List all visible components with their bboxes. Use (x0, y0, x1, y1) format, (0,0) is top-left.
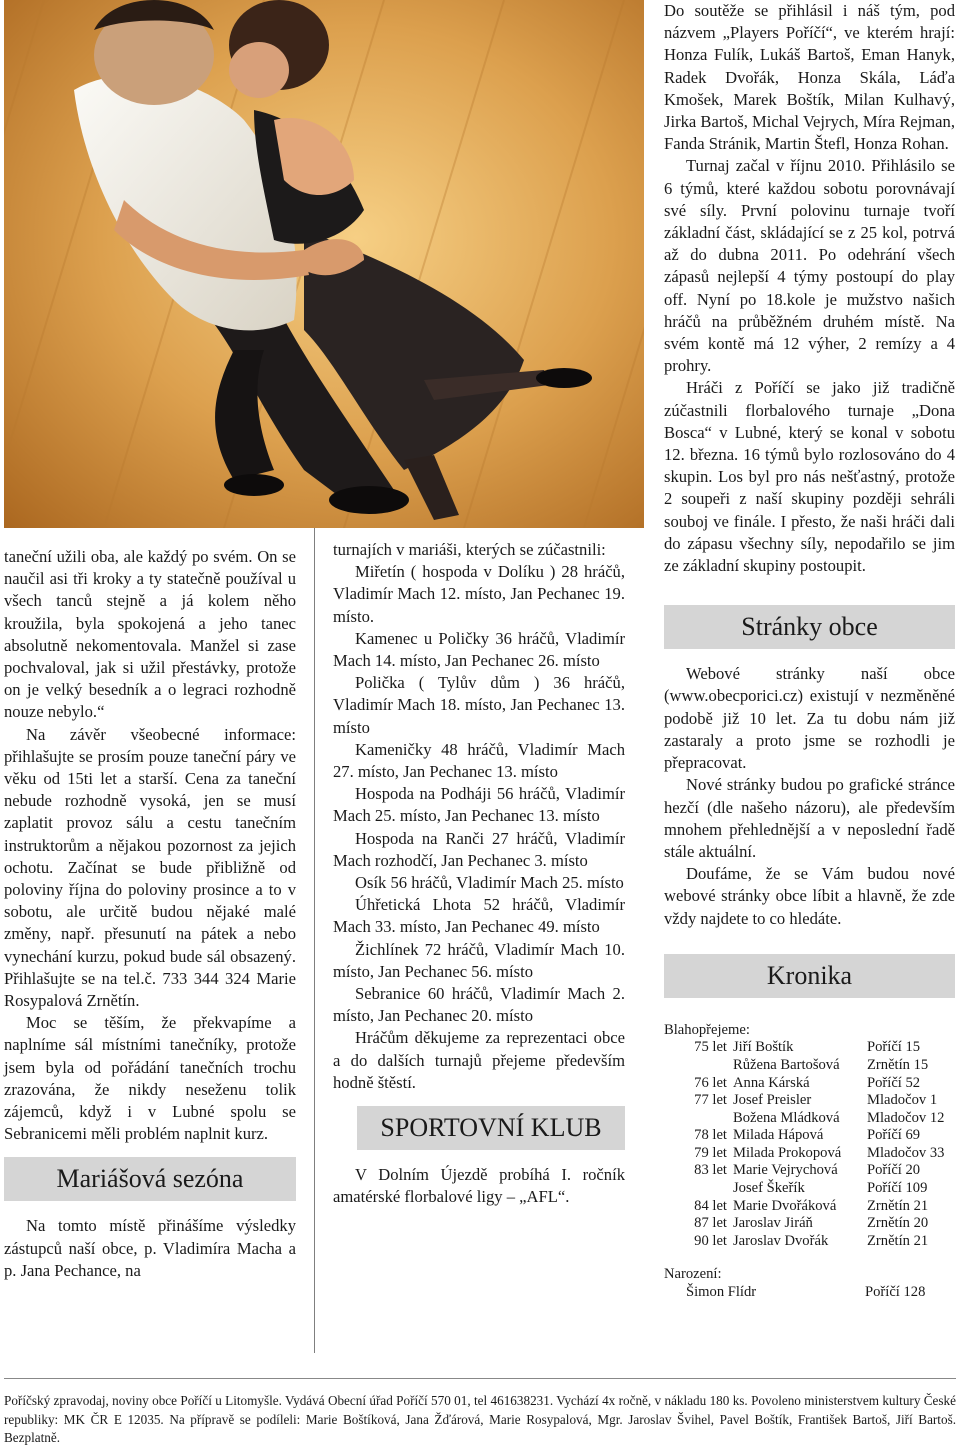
dancing-couple-photo (4, 0, 644, 528)
sport-article-text: Hráči z Poříčí se jako již tradičně zúčastnili florbalového turnaje „Dona Bosca“ v Lubné, který se konal v sobotu 12. března. 16 týmů bylo rozlosováno do 4 skupin. Los byl pro nás nešťastný, protože 2 soupeři z naší skupiny později sehráli souboj ve finále. I přesto, že naši hráči dali do zápasu všechny síly, nepodařilo se jim ze základní skupiny postoupit. (664, 378, 955, 576)
dance-article-text: Moc se těším, že překvapíme a naplníme sál místními tanečníky, protože jsem byla od pořádání tanečních trochu zrazována, že nikdy neseženu tolik zájemců, když i v Lubné spolu se Sebranicemi měli problém naplnit kurz. (4, 1013, 296, 1144)
heading-sportovni-klub: SPORTOVNÍ KLUB (357, 1106, 625, 1150)
tournament-result: Žichlínek 72 hráčů, Vladimír Mach 10. místo, Jan Pechanec 56. místo (333, 939, 625, 981)
table-row: 76 let Anna Kárská Poříčí 52 (694, 1074, 921, 1091)
web-article-text: Doufáme, že se Vám budou nové webové stránky obce líbit a hlavně, že zde vždy najdete to co hledáte. (664, 864, 955, 928)
kronika-congratulations (664, 1022, 955, 1251)
mariasova-text: turnajích v mariáši, kterých se zúčastnili: (333, 540, 606, 559)
column-left (4, 546, 296, 1282)
tournament-result: Osík 56 hráčů, Vladimír Mach 25. místo (355, 873, 624, 893)
heading-stranky-obce: Stránky obce (664, 605, 955, 649)
tournament-result: Kameničky 48 hráčů, Vladimír Mach 27. místo, Jan Pechanec 13. místo (333, 739, 625, 782)
column-divider (314, 528, 315, 1353)
tournament-result: Polička ( Tylův dům ) 36 hráčů, Vladimír Mach 18. místo, Jan Pechanec 13. místo (333, 673, 625, 737)
table-row: 87 let Jaroslav Jiráň Zrnětín 20 (694, 1215, 929, 1232)
congrats-table (664, 1039, 955, 1250)
tournament-result: Miřetín ( hospoda v Dolíku ) 28 hráčů, Vladimír Mach 12. místo, Jan Pechanec 19. místo. (333, 562, 625, 626)
mariasova-intro-text: Na tomto místě přinášíme výsledky zástupců naší obce, p. Vladimíra Macha a p. Jana Pechance, na (4, 1216, 296, 1280)
table-row: Josef Škeřík Poříčí 109 (733, 1180, 928, 1197)
column-middle (333, 539, 625, 1208)
table-row: 90 let Jaroslav Dvořák Zrnětín 21 (694, 1232, 929, 1249)
births-label: Narození: (664, 1266, 722, 1283)
sport-article-text: Turnaj začal v říjnu 2010. Přihlásilo se 6 týmů, které každou sobotu porovnávají své síly. První polovinu turnaje tvoří základní část, skládající se z 25 kol, potrvá až do dubna 2011. Po odehrání všech zápasů nejlepší 4 týmy postoupí do play off. Nyní po 18.kole je mužstvo našich hráčů na průběžném druhém místě. Na svém kontě má 12 výher, 2 remízy a 4 prohry. (664, 156, 955, 376)
footer-imprint: Poříčský zpravodaj, noviny obce Poříčí u Litomyšle. Vydává Obecní úřad Poříčí 570 01, tel 461638231. Vychází 4x ročně, v nákladu 180 ks. Povoleno ministerstvem kultury České republiky: MK ČR E 12035. Na přípravě se podíleli: Marie Boštíková, Jana Žďárová, Marie Rosypalová, Mgr. Jaroslav Švihel, Pavel Boštík, František Bartoš, Jiří Bartoš. Bezplatně. (4, 1393, 956, 1445)
mariasova-closing-text: Hráčům děkujeme za reprezentaci obce a do dalších turnajů přejeme především hodně štěstí. (333, 1028, 625, 1092)
table-row: Božena Mládková Mladočov 12 (733, 1109, 945, 1126)
dance-article-text: taneční užili oba, ale každý po svém. On se naučil asi tři kroky a ty statečně používal u všech tanců stejně a já kolem něho kroužila, byla spokojená a jeho tanec absolutně nekomentovala. Manžel si zase pochvaloval, jak si užil přestávky, protože on je velký besedník a o legraci rozhodně nouze nebylo.“ (4, 547, 296, 722)
table-row: 75 let Jiří Boštík Poříčí 15 (694, 1039, 921, 1056)
column-right (664, 0, 955, 1302)
congrats-label: Blahopřejeme: (664, 1021, 750, 1038)
kronika-births (664, 1266, 955, 1301)
footer-divider (4, 1378, 956, 1379)
web-article-text: Webové stránky naší obce (www.obecporici.cz) existují v nezměněné podobě již 10 let. Za tu dobu nám již zastaraly a proto jsme se rozhodli je přepracovat. (664, 664, 955, 773)
table-row: 78 let Milada Hápová Poříčí 69 (694, 1127, 921, 1144)
sport-article-text: Do soutěže se přihlásil i náš tým, pod názvem „Players Poříčí“, ve kterém hrají: Honza Fulík, Lukáš Bartoš, Eman Hanyk, Radek Dvořák, Honza Skála, Láďa Kmošek, Marek Boštík, Milan Kulhavý, Jirka Bartoš, Michal Vejrych, Míra Rejman, Fanda Stránik, Martin Štefl, Honza Rohan. (664, 1, 955, 154)
table-row: Růžena Bartošová Zrnětín 15 (733, 1056, 929, 1073)
heading-kronika: Kronika (664, 954, 955, 998)
dance-article-text: Na závěr všeobecné informace: přihlašujte se prosím pouze taneční páry ve věku od 15ti let a starší. Cena za taneční nebude rozhodně vysoká, jen se musí zaplatit provoz sálu a cestu tanečním instruktorům a nějakou pozornost za jejich ochotu. Začínat se bude přibližně od poloviny října do poloviny prosince a to v sobotu, ale určitě budou nějaké malé změny, např. přesunutí na pátek a nebo vynechání kurzu, pokud bude sál obsazený. Přihlašujte se na tel.č. 733 344 324 Marie Rosypalová Zrnětín. (4, 724, 296, 1011)
tournament-result: Sebranice 60 hráčů, Vladimír Mach 2. místo, Jan Pechanec 20. místo (333, 984, 625, 1026)
heading-mariasova-sezona: Mariášová sezóna (4, 1157, 296, 1201)
births-table (664, 1284, 955, 1302)
web-article-text: Nové stránky budou po grafické stránce hezčí (dle našeho názoru), ale především mnohem přehlednější a v neposlední řadě stále aktuální. (664, 775, 955, 861)
tournament-result: Hospoda na Ranči 27 hráčů, Vladimír Mach rozhodčí, Jan Pechanec 3. místo (333, 828, 625, 870)
tournament-result: Kamenec u Poličky 36 hráčů, Vladimír Mach 14. místo, Jan Pechanec 26. místo (333, 628, 625, 671)
table-row: 83 let Marie Vejrychová Poříčí 20 (694, 1162, 921, 1179)
sport-intro-text: V Dolním Újezdě probíhá I. ročník amatérské florbalové ligy – „AFL“. (333, 1165, 625, 1207)
table-row: 84 let Marie Dvořáková Zrnětín 21 (694, 1197, 929, 1214)
tournament-result: Hospoda na Podháji 56 hráčů, Vladimír Mach 25. místo, Jan Pechanec 13. místo (333, 784, 625, 826)
table-row: 77 let Josef Preisler Mladočov 1 (694, 1092, 938, 1109)
table-row: Šimon Flídr Poříčí 128 (686, 1284, 926, 1301)
table-row: 79 let Milada Prokopová Mladočov 33 (694, 1144, 945, 1161)
tournament-result: Úhřetická Lhota 52 hráčů, Vladimír Mach 33. místo, Jan Pechanec 49. místo (333, 895, 625, 937)
